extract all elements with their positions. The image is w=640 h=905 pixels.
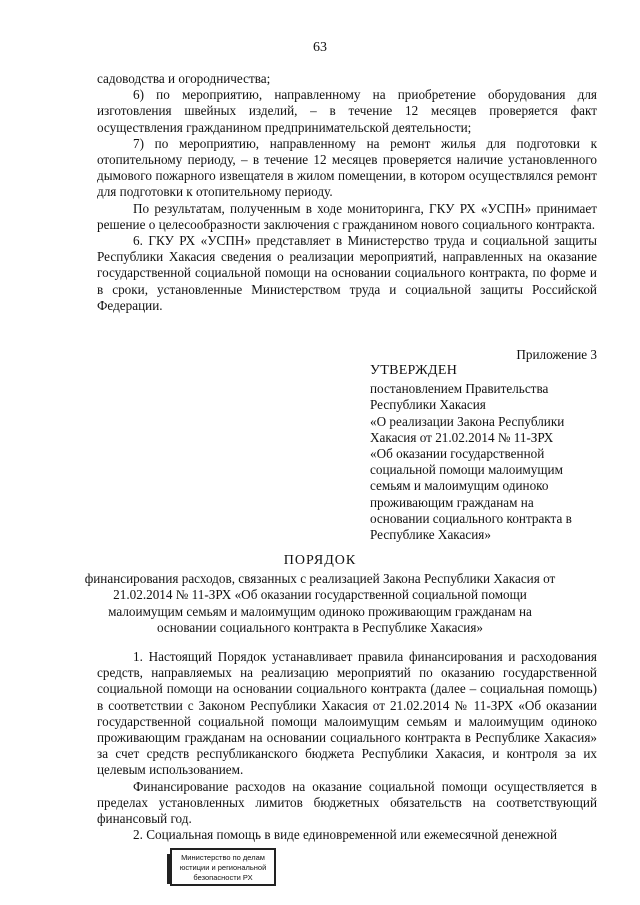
approval-line: Республики Хакасия — [370, 397, 486, 413]
stamp-line: юстиции и региональной — [179, 863, 267, 872]
approval-line: Хакасия от 21.02.2014 № 11-ЗРХ — [370, 429, 554, 445]
approval-title: УТВЕРЖДЕН — [370, 363, 458, 378]
paragraph: 2. Социальная помощь в виде единовременной или ежемесячной денежной — [133, 827, 558, 843]
order-title: ПОРЯДОК — [283, 553, 357, 568]
stamp-line: безопасности РХ — [193, 873, 253, 882]
approval-line: социальной помощи малоимущим — [370, 462, 563, 478]
paragraph: 6. ГКУ РХ «УСПН» представляет в Министерство труда и социальной защиты Республики Хакасия сведения о реализации мероприятий, направленных на оказание государственной социальной помощи на основании социального контракта, по форме и в сроки, установленные Министерством труда и социальной защиты Российской Федерации. — [97, 233, 597, 313]
approval-block — [370, 363, 606, 543]
approval-line: проживающим гражданам на — [370, 494, 534, 510]
paragraph: 6) по мероприятию, направленному на приобретение оборудования для изготовления швейных изделий, – в течение 12 месяцев проверяется факт осуществления гражданином предпринимательской деятельности; — [97, 87, 597, 135]
approval-line: семьям и малоимущим одиноко — [370, 478, 549, 494]
paragraph: 7) по мероприятию, направленному на ремонт жилья для подготовки к отопительному периоду, – в течение 12 месяцев проверяется наличие установленного дымового пожарного извещателя в жилом помещении, в котором осуществлялся ремонт для подготовки к отопительному периоду. — [97, 135, 597, 200]
order-subtitle: финансирования расходов, связанных с реализацией Закона Республики Хакасия от 21.02.2014 № 11-ЗРХ «Об оказании государственной социальной помощи малоимущим семьям и малоимущим одиноко проживающим гражданам на основании социального контракта в Республике Хакасия» — [84, 571, 556, 635]
body-text-top — [97, 71, 597, 314]
paragraph: 1. Настоящий Порядок устанавливает правила финансирования и расходования средств, направляемых на реализацию мероприятий по оказанию государственной социальной помощи на основании социального контракта (далее – социальная помощь) в соответствии с Законом Республики Хакасия от 21.02.2014 № 11-ЗРХ «Об оказании государственной социальной помощи малоимущим семьям и малоимущим одиноко проживающим гражданам на основании социального контракта в Республике Хакасия» за счет средств республиканского бюджета Республики Хакасия, и контроля за их целевым использованием. — [97, 649, 597, 778]
body-text-bottom — [97, 649, 597, 843]
appendix-label: Приложение 3 — [516, 347, 597, 362]
approval-line: «Об оказании государственной — [370, 446, 545, 462]
page-number: 63 — [313, 40, 327, 55]
approval-line: постановлением Правительства — [370, 381, 549, 397]
paragraph: Финансирование расходов на оказание социальной помощи осуществляется в пределах установленных лимитов бюджетных обязательств на соответствующий финансовый год. — [97, 778, 597, 827]
order-heading — [80, 553, 560, 636]
paragraph: садоводства и огородничества; — [97, 71, 271, 86]
approval-line: «О реализации Закона Республики — [370, 413, 565, 429]
stamp-line: Министерство по делам — [181, 853, 265, 862]
approval-line: Республике Хакасия» — [370, 527, 491, 543]
paragraph: По результатам, полученным в ходе мониторинга, ГКУ РХ «УСПН» принимает решение о целесообразности заключения с гражданином нового социального контракта. — [97, 200, 597, 232]
approval-line: основании социального контракта в — [370, 510, 572, 526]
ministry-stamp — [170, 848, 276, 886]
